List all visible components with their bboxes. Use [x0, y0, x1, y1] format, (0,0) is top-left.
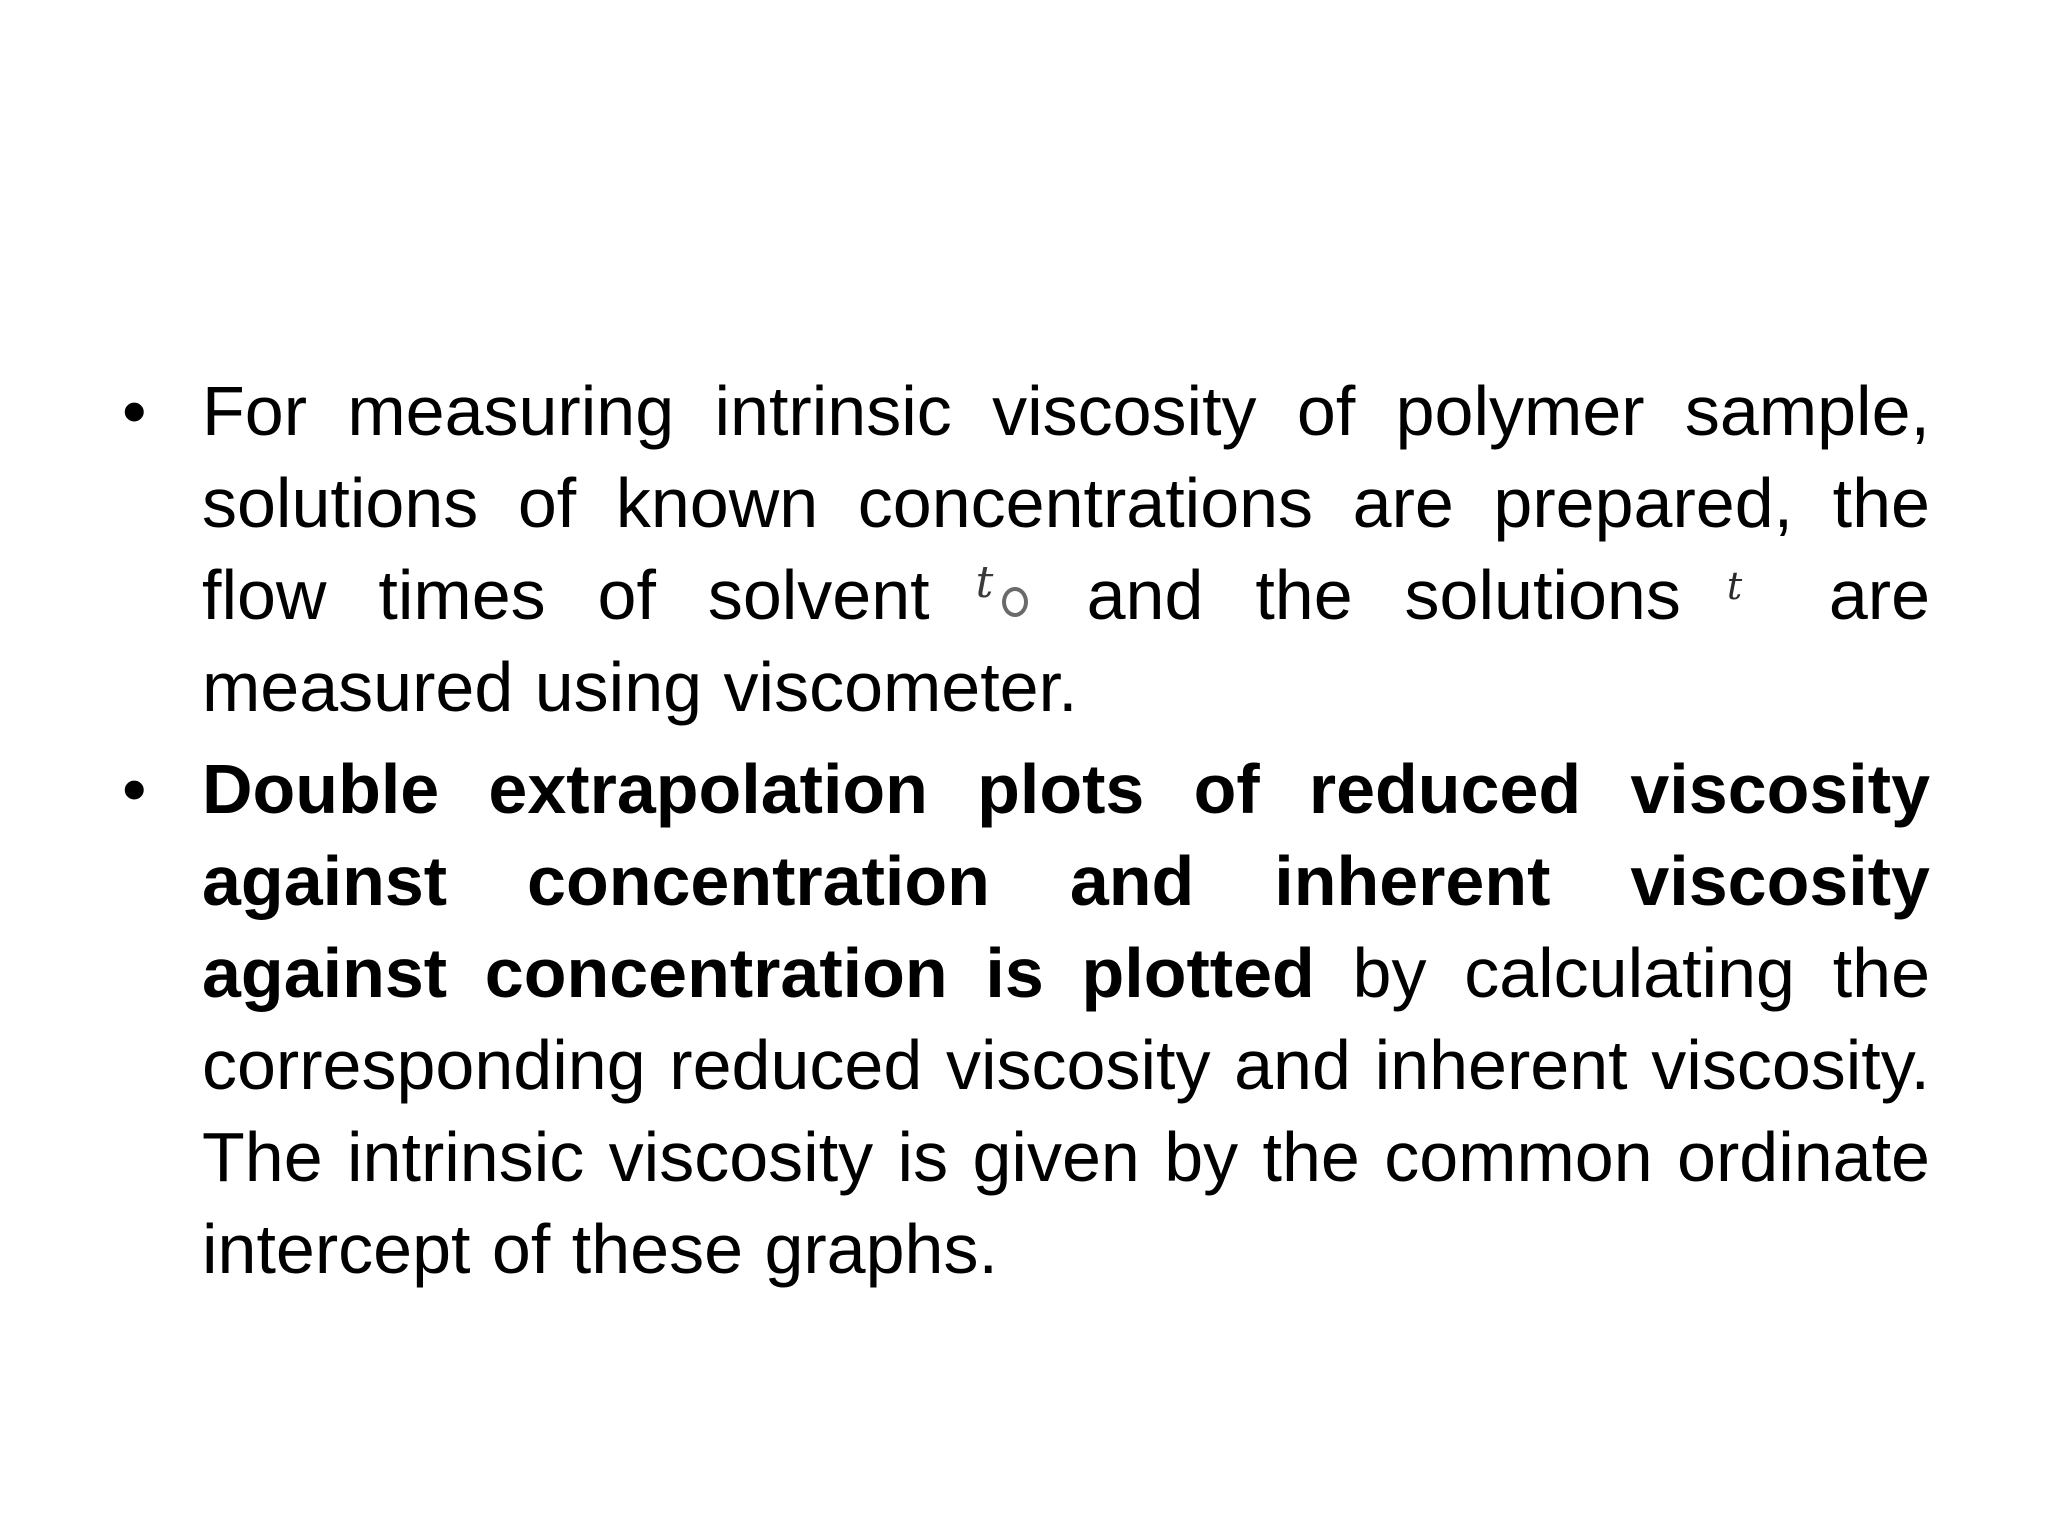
bullet-1-text-part-3: are measured using viscometer. [202, 556, 1930, 726]
subscript-zero-symbol [1002, 587, 1028, 617]
bullet-marker: • [122, 750, 147, 828]
t-icon [1721, 564, 1761, 617]
bullet-1-text-part-1: For measuring intrinsic viscosity of polymer sample, solutions of known concentrations are prepared, the flow times of solvent [202, 372, 1930, 634]
bullet-marker: • [122, 372, 147, 450]
slide-content [120, 365, 1930, 1295]
bullet-2-bold-text: Double extrapolation plots of reduced viscosity against concentration and inherent viscosity against concentration is plotted [202, 750, 1930, 1012]
bullet-item-1 [120, 365, 1930, 733]
bullet-item-2 [120, 743, 1930, 1295]
t-symbol: t [975, 557, 994, 608]
t-symbol: t [1726, 564, 1743, 608]
t-subscript-zero-icon [968, 557, 1063, 627]
bullet-1-text-part-2: and the solutions [1086, 556, 1681, 634]
bullet-2-normal-text: by calculating the corresponding reduced viscosity and inherent viscosity. The intrinsic viscosity is given by the common ordinate intercept of these graphs. [202, 934, 1930, 1288]
